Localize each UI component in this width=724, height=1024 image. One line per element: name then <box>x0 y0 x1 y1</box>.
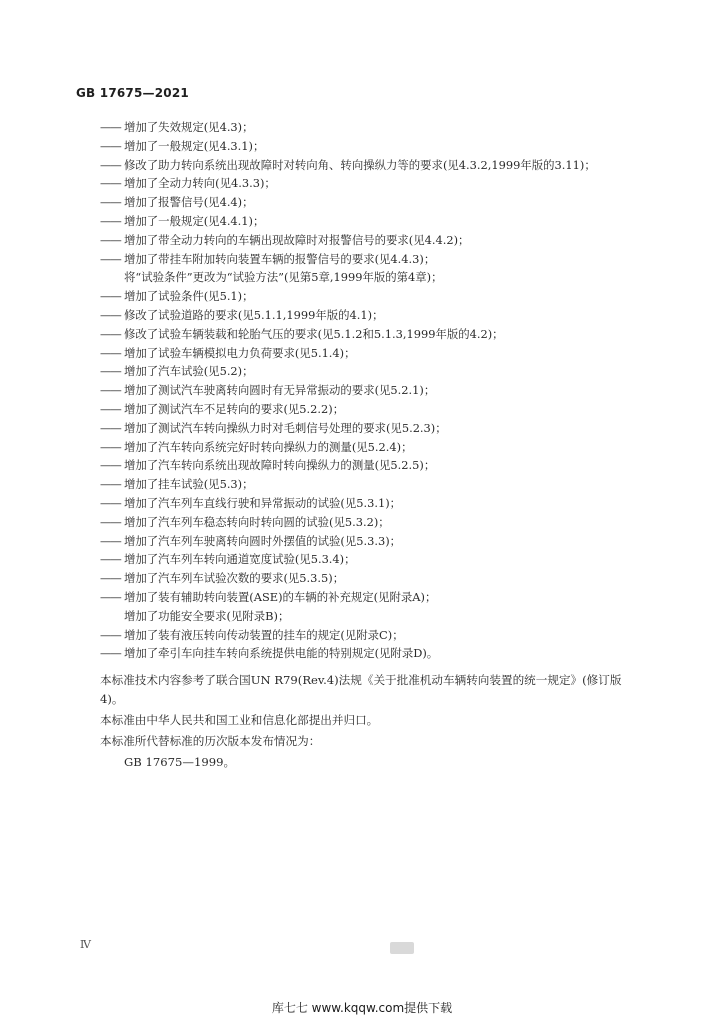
change-item: —— 增加了装有液压转向传动装置的挂车的规定(见附录C)； <box>100 626 660 645</box>
em-dash: —— <box>100 364 121 379</box>
proposer-paragraph: 本标准由中华人民共和国工业和信息化部提出并归口。 <box>100 713 379 727</box>
watermark-stamp <box>390 942 414 954</box>
page-number: Ⅳ <box>80 938 91 951</box>
em-dash: —— <box>100 383 121 398</box>
change-item: —— 增加了汽车列车稳态转向时转向圆的试验(见5.3.2)； <box>100 513 660 532</box>
change-item: —— 增加了带全动力转向的车辆出现故障时对报警信号的要求(见4.4.2)； <box>100 231 660 250</box>
change-item: —— 增加了汽车转向系统完好时转向操纵力的测量(见5.2.4)； <box>100 438 660 457</box>
em-dash: —— <box>100 514 121 529</box>
em-dash: —— <box>100 401 121 416</box>
change-item: —— 增加了汽车列车试验次数的要求(见5.3.5)； <box>100 569 660 588</box>
em-dash: —— <box>100 458 121 473</box>
em-dash: —— <box>100 439 121 454</box>
change-item: —— 修改了试验道路的要求(见5.1.1,1999年版的4.1)； <box>100 306 660 325</box>
change-item: 增加了功能安全要求(见附录B)； <box>124 608 290 623</box>
em-dash: —— <box>100 138 121 153</box>
change-item: —— 增加了全动力转向(见4.3.3)； <box>100 174 660 193</box>
change-item: —— 增加了带挂车附加转向装置车辆的报警信号的要求(见4.4.3)； <box>100 250 660 269</box>
em-dash: —— <box>100 533 121 548</box>
change-item: —— 增加了汽车列车直线行驶和异常振动的试验(见5.3.1)； <box>100 494 660 513</box>
em-dash: —— <box>100 195 121 210</box>
em-dash: —— <box>100 326 121 341</box>
change-item: —— 修改了助力转向系统出现故障时对转向角、转向操纵力等的要求(见4.3.2,1999年版的3.11)； <box>100 156 660 175</box>
change-item: —— 增加了装有辅助转向装置(ASE)的车辆的补充规定(见附录A)； <box>100 588 660 607</box>
em-dash: —— <box>100 157 121 172</box>
change-item: —— 增加了一般规定(见4.4.1)； <box>100 212 660 231</box>
history-intro: 本标准所代替标准的历次版本发布情况为： <box>100 734 321 748</box>
change-item: —— 修改了试验车辆装载和轮胎气压的要求(见5.1.2和5.1.3,1999年版的4.2)； <box>100 325 660 344</box>
reference-paragraph: 本标准技术内容参考了联合国UN R79(Rev.4)法规《关于批准机动车辆转向装置的统一规定》(修订版4)。 <box>100 673 622 706</box>
change-item: —— 增加了报警信号(见4.4)； <box>100 193 660 212</box>
em-dash: —— <box>100 627 121 642</box>
change-item: —— 增加了牵引车向挂车转向系统提供电能的特别规定(见附录D)。 <box>100 644 660 663</box>
em-dash: —— <box>100 176 121 191</box>
em-dash: —— <box>100 420 121 435</box>
change-item: —— 增加了测试汽车转向操纵力时对毛刺信号处理的要求(见5.2.3)； <box>100 419 660 438</box>
em-dash: —— <box>100 646 121 661</box>
em-dash: —— <box>100 589 121 604</box>
em-dash: —— <box>100 345 121 360</box>
history-item: GB 17675—1999。 <box>124 755 236 769</box>
change-item: —— 增加了挂车试验(见5.3)； <box>100 475 660 494</box>
change-item: —— 增加了测试汽车驶离转向圆时有无异常振动的要求(见5.2.1)； <box>100 381 660 400</box>
change-item: —— 增加了试验车辆模拟电力负荷要求(见5.1.4)； <box>100 344 660 363</box>
change-item: —— 增加了汽车列车转向通道宽度试验(见5.3.4)； <box>100 550 660 569</box>
em-dash: —— <box>100 307 121 322</box>
change-item: —— 增加了测试汽车不足转向的要求(见5.2.2)； <box>100 400 660 419</box>
change-item: —— 增加了汽车转向系统出现故障时转向操纵力的测量(见5.2.5)； <box>100 456 660 475</box>
em-dash: —— <box>100 213 121 228</box>
em-dash: —— <box>100 251 121 266</box>
document-code: GB 17675—2021 <box>76 86 189 100</box>
em-dash: —— <box>100 552 121 567</box>
em-dash: —— <box>100 495 121 510</box>
em-dash: —— <box>100 571 121 586</box>
change-item: —— 增加了试验条件(见5.1)； <box>100 287 660 306</box>
em-dash: —— <box>100 120 121 134</box>
em-dash: —— <box>100 232 121 247</box>
change-item: —— 增加了汽车列车驶离转向圆时外摆值的试验(见5.3.3)； <box>100 532 660 551</box>
change-list <box>100 118 660 663</box>
change-item: —— 增加了一般规定(见4.3.1)； <box>100 137 660 156</box>
em-dash: —— <box>100 289 121 304</box>
change-item: —— 增加了失效规定(见4.3)； <box>100 118 660 137</box>
download-notice: 库七七 www.kqqw.com提供下载 <box>271 1001 453 1015</box>
change-item: 将“试验条件”更改为“试验方法”(见第5章,1999年版的第4章)； <box>124 270 443 285</box>
em-dash: —— <box>100 477 121 492</box>
change-item: —— 增加了汽车试验(见5.2)； <box>100 362 660 381</box>
